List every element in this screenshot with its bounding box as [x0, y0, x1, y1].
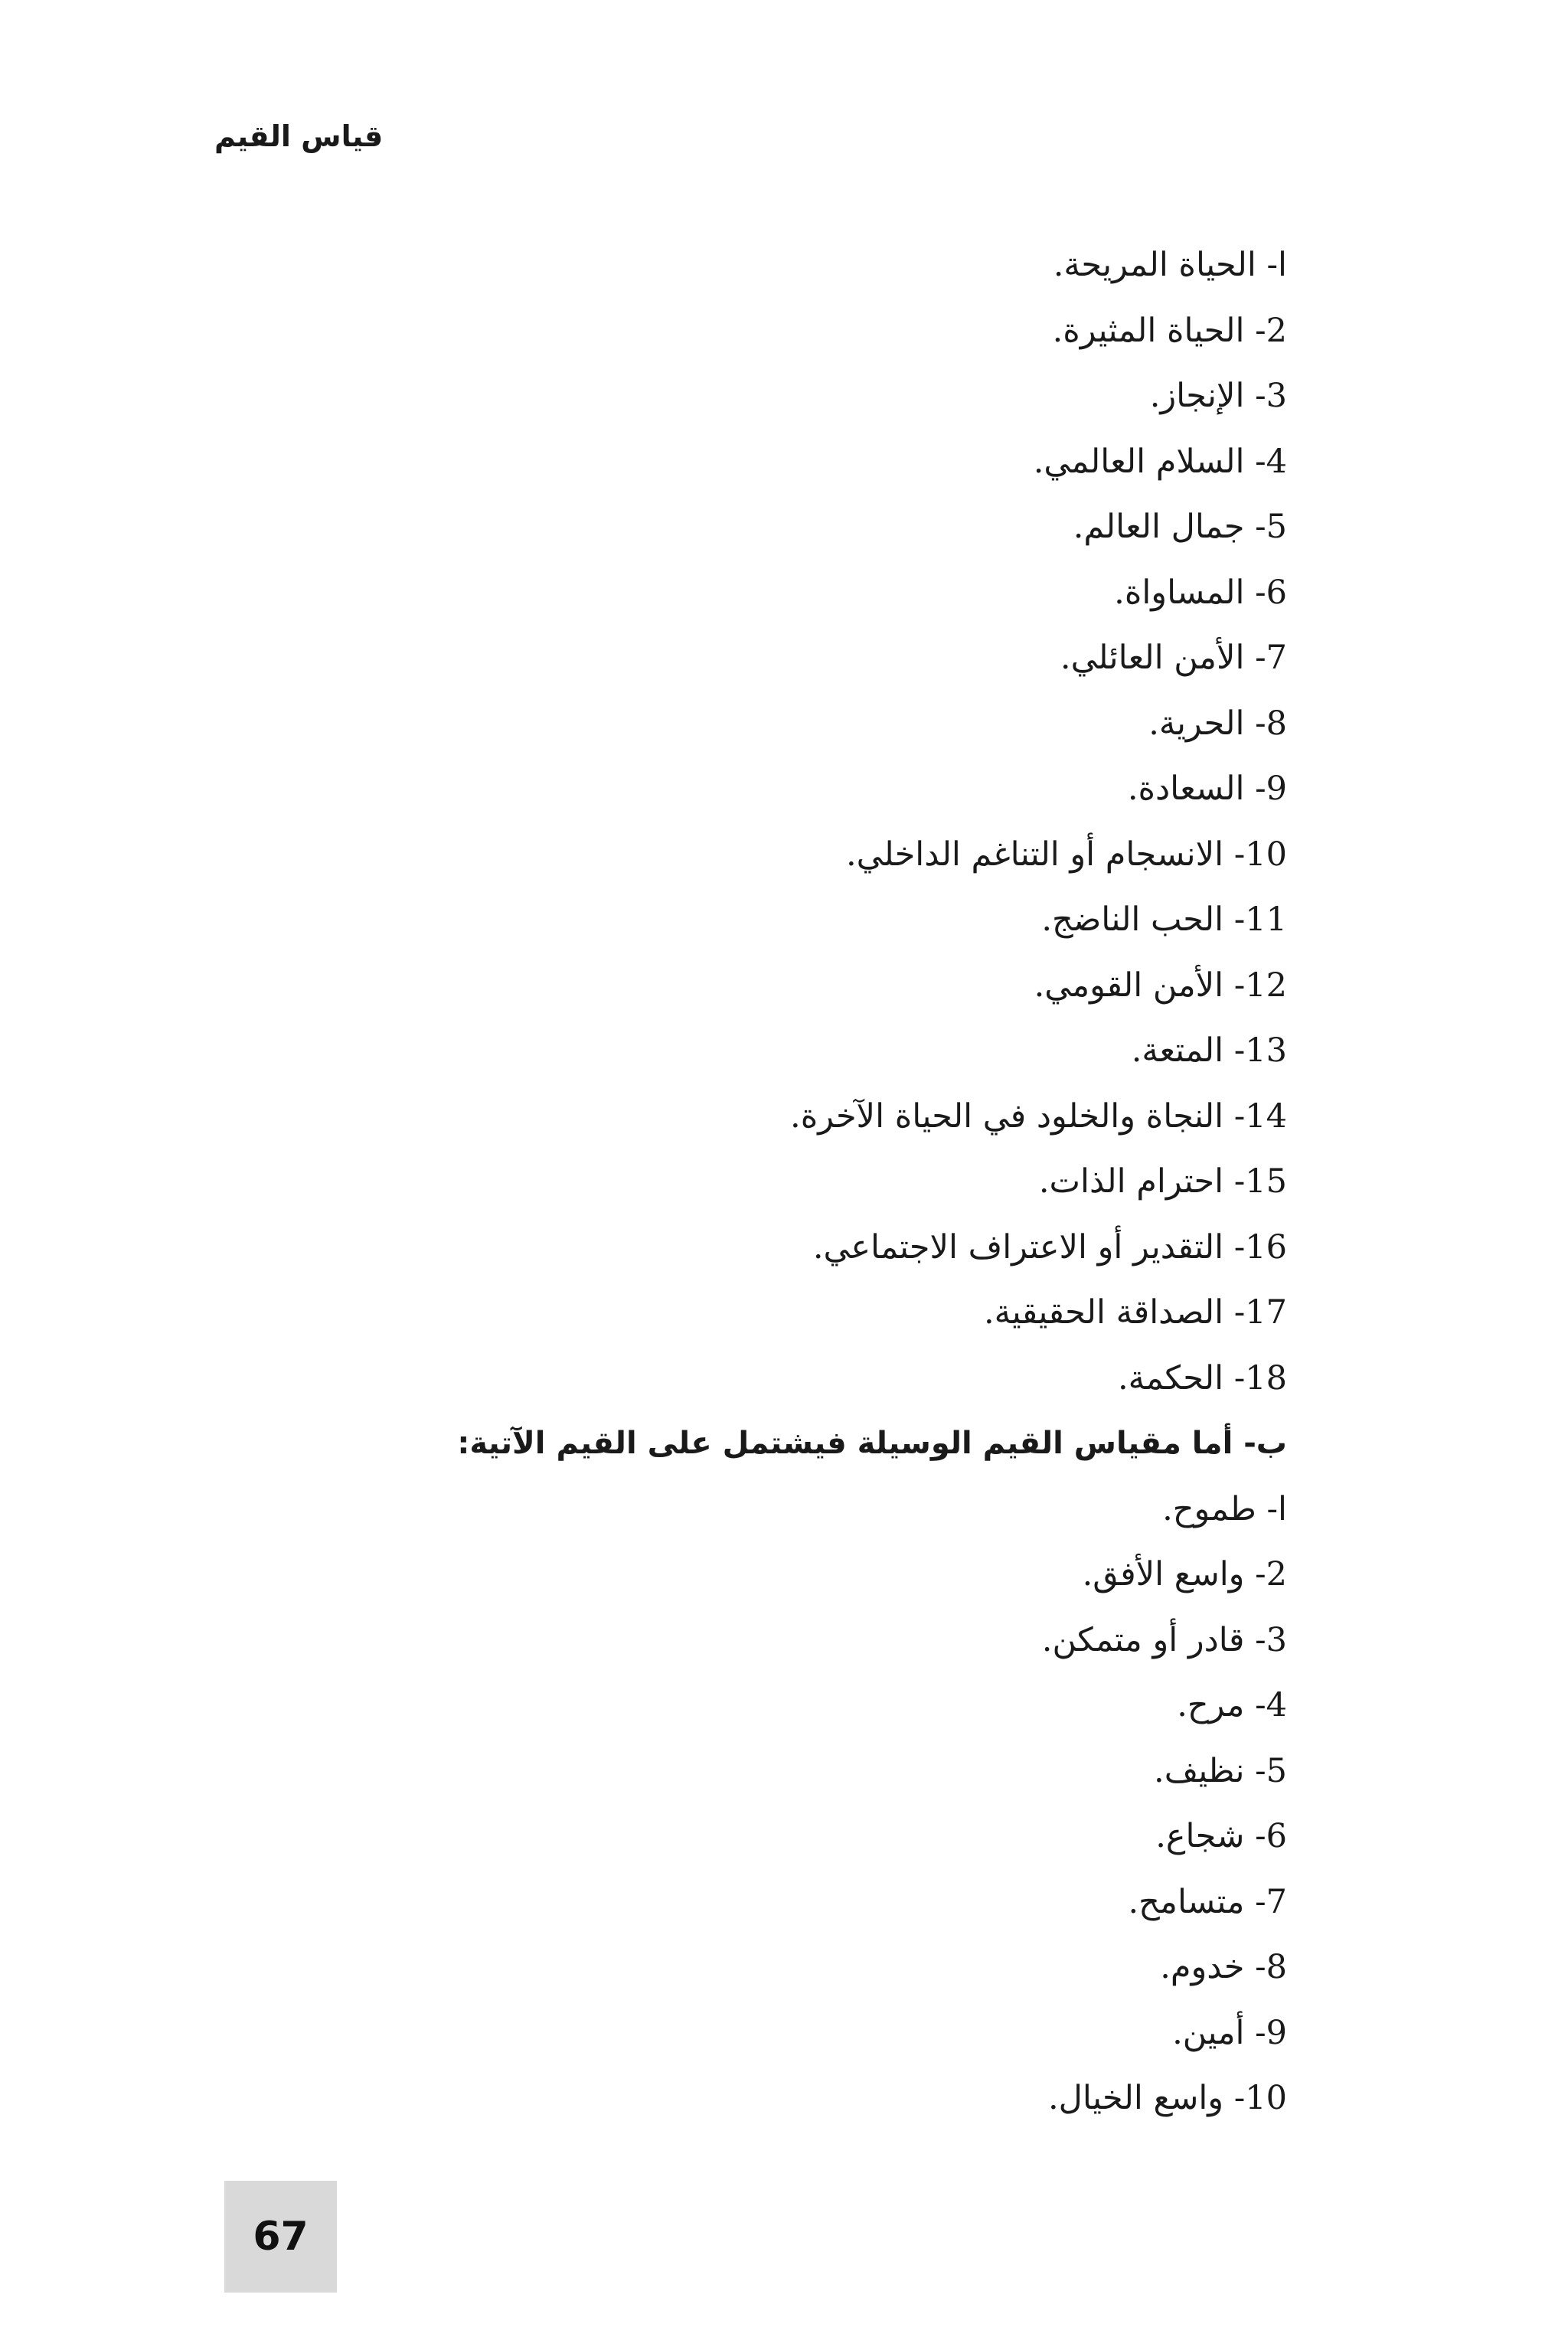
list-item: 8- الحرية.: [1148, 704, 1287, 743]
list-item: 3- قادر أو متمكن.: [1041, 1620, 1287, 1659]
list-item: 7- الأمن العائلي.: [1060, 639, 1287, 677]
list-item: 17- الصداقة الحقيقية.: [983, 1293, 1287, 1332]
list-item: 10- واسع الخيال.: [1047, 2079, 1287, 2117]
list-item: 8- خدوم.: [1160, 1948, 1287, 1986]
list-item: 2- واسع الأفق.: [1082, 1555, 1287, 1593]
list-item: 15- احترام الذات.: [1038, 1162, 1287, 1201]
list-item: 18- الحكمة.: [1117, 1358, 1287, 1397]
content-column: [292, 233, 1287, 2132]
page-number-box: [224, 2181, 337, 2293]
list-item: 12- الأمن القومي.: [1034, 966, 1287, 1005]
list-item: 5- جمال العالم.: [1073, 508, 1287, 546]
list-item: 16- التقدير أو الاعتراف الاجتماعي.: [812, 1227, 1287, 1267]
page-number: 67: [253, 2214, 309, 2260]
list-item: 13- المتعة.: [1131, 1031, 1287, 1070]
list-item: 7- متسامح.: [1128, 1882, 1287, 1921]
list-item: ا- الحياة المريحة.: [1053, 246, 1287, 284]
list-item: 6- المساواة.: [1114, 573, 1287, 612]
list-item: 9- السعادة.: [1127, 770, 1287, 808]
list-item: 4- السلام العالمي.: [1033, 442, 1287, 481]
list-item: 10- الانسجام أو التناغم الداخلي.: [845, 835, 1287, 874]
section-b-heading: ب- أما مقياس القيم الوسيلة فيشتمل على القيم الآتية:: [457, 1426, 1287, 1461]
list-item: 6- شجاع.: [1155, 1817, 1287, 1855]
list-item: 3- الإنجاز.: [1149, 377, 1287, 415]
list-item: 11- الحب الناضج.: [1041, 900, 1287, 939]
list-item: 9- أمين.: [1172, 2013, 1287, 2052]
list-item: 14- النجاة والخلود في الحياة الآخرة.: [790, 1097, 1287, 1136]
running-head-title: قياس القيم: [214, 119, 384, 153]
list-item: 4- مرح.: [1177, 1686, 1287, 1724]
list-item: 5- نظيف.: [1154, 1751, 1287, 1790]
list-item: 2- الحياة المثيرة.: [1052, 311, 1287, 350]
list-item: ا- طموح.: [1162, 1489, 1287, 1528]
